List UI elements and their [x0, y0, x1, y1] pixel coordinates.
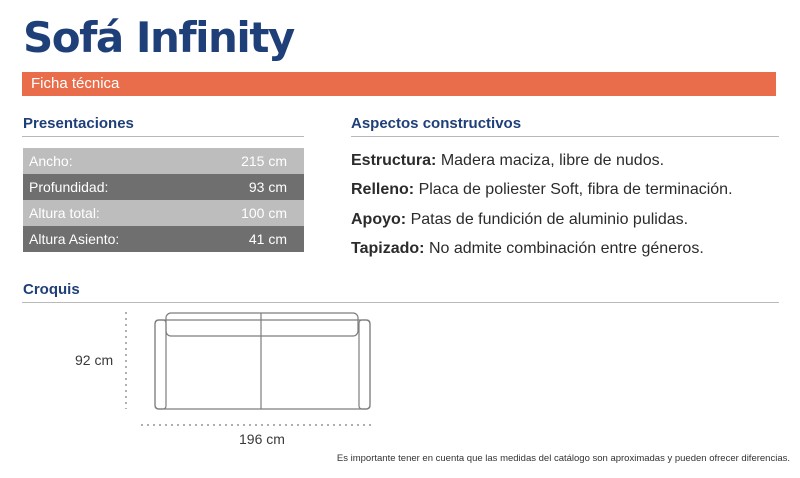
row-value: 41 cm [248, 231, 287, 247]
band-label: Ficha técnica [31, 75, 120, 92]
width-label: 196 cm [239, 431, 285, 447]
sofa-outline [155, 320, 370, 409]
row-value: 100 cm [241, 205, 287, 221]
row-value: 215 cm [241, 153, 287, 169]
sofa-left-arm [155, 320, 166, 409]
sofa-right-arm [359, 320, 370, 409]
aspect-text: Patas de fundición de aluminio pulidas. [410, 211, 689, 228]
aspect-text: No admite combinación entre géneros. [428, 240, 704, 257]
aspect-text: Madera maciza, libre de nudos. [440, 152, 665, 169]
row-label: Ancho: [29, 153, 73, 169]
depth-label: 92 cm [75, 352, 114, 368]
disclaimer-note: Es importante tener en cuenta que las medidas del catálogo son aproximadas y pueden ofrecer diferencias. [336, 453, 790, 464]
aspectos-heading: Aspectos constructivos [351, 115, 522, 132]
row-label: Altura total: [29, 205, 100, 221]
aspect-key: Relleno: [351, 181, 415, 198]
aspect-key: Apoyo: [351, 211, 407, 228]
aspect-text: Placa de poliester Soft, fibra de terminación. [418, 181, 733, 198]
aspect-key: Estructura: [351, 152, 437, 169]
row-value: 93 cm [248, 179, 287, 195]
row-label: Profundidad: [29, 179, 109, 195]
presentaciones-heading: Presentaciones [23, 115, 134, 132]
row-label: Altura Asiento: [29, 231, 120, 247]
sofa-backrest [166, 313, 358, 336]
aspect-key: Tapizado: [351, 240, 425, 257]
croquis-heading: Croquis [23, 281, 80, 298]
product-title: Sofá Infinity [23, 13, 294, 62]
